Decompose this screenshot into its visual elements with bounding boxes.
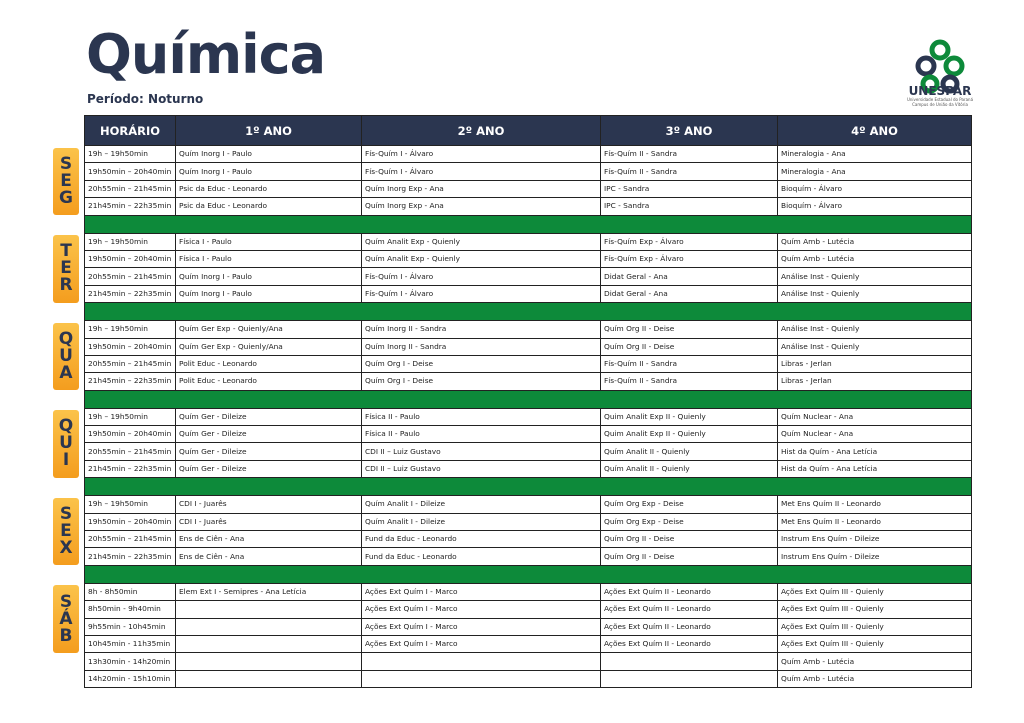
class-cell: Libras - Jerlan — [778, 373, 972, 390]
time-cell: 19h50min – 20h40min — [85, 163, 176, 180]
time-cell: 19h50min – 20h40min — [85, 250, 176, 267]
class-cell: Ações Ext Quím III - Quienly — [778, 583, 972, 600]
class-cell: Quím Ger Exp - Quienly/Ana — [176, 338, 362, 355]
day-letters: T E R — [59, 241, 73, 296]
class-cell: Análise Inst - Quienly — [778, 285, 972, 302]
time-cell: 20h55min – 21h45min — [85, 268, 176, 285]
time-cell: 19h50min – 20h40min — [85, 426, 176, 443]
table-row — [85, 408, 972, 425]
page-title: Química — [86, 23, 326, 86]
class-cell: Bioquím - Álvaro — [778, 180, 972, 197]
logo-caption — [905, 97, 975, 107]
class-cell: Quim Analit Exp II - Quienly — [601, 408, 778, 425]
table-row — [85, 146, 972, 163]
table-row — [85, 583, 972, 600]
time-cell: 21h45min – 22h35min — [85, 198, 176, 215]
table-row — [85, 531, 972, 548]
day-letters: S E G — [59, 153, 73, 208]
day-label — [53, 410, 79, 478]
class-cell: Psic da Educ - Leonardo — [176, 180, 362, 197]
class-cell: Quím Amb - Lutécia — [778, 233, 972, 250]
class-cell: Bioquím - Álvaro — [778, 198, 972, 215]
class-cell: Quím Inorg I - Paulo — [176, 163, 362, 180]
class-cell: Met Ens Quím II - Leonardo — [778, 496, 972, 513]
class-cell: Quím Analit Exp - Quienly — [362, 233, 601, 250]
class-cell: Fund da Educ - Leonardo — [362, 548, 601, 565]
table-row — [85, 548, 972, 565]
class-cell: Quím Org I - Deise — [362, 355, 601, 372]
class-cell — [176, 653, 362, 670]
table-row — [85, 513, 972, 530]
table-row — [85, 426, 972, 443]
table-row — [85, 233, 972, 250]
class-cell: Quím Nuclear - Ana — [778, 408, 972, 425]
day-label — [53, 148, 79, 216]
time-cell: 10h45min - 11h35min — [85, 635, 176, 652]
table-row — [85, 670, 972, 687]
table-row — [85, 250, 972, 267]
class-cell: Quím Inorg II - Sandra — [362, 321, 601, 338]
col-header-year1: 1º ANO — [176, 116, 362, 146]
separator-bar — [85, 390, 972, 408]
class-cell: Ações Ext Quím II - Leonardo — [601, 635, 778, 652]
class-cell: Quim Analit Exp II - Quienly — [601, 426, 778, 443]
class-cell: Quím Analit II - Quienly — [601, 443, 778, 460]
table-row — [85, 373, 972, 390]
class-cell — [176, 601, 362, 618]
class-cell: IPC - Sandra — [601, 198, 778, 215]
logo-name: UNESPAR — [908, 84, 972, 98]
time-cell: 13h30min - 14h20min — [85, 653, 176, 670]
class-cell: Libras - Jerlan — [778, 355, 972, 372]
class-cell: Quím Amb - Lutécia — [778, 653, 972, 670]
class-cell: Ens de Ciên - Ana — [176, 531, 362, 548]
class-cell: Análise Inst - Quienly — [778, 338, 972, 355]
class-cell: Ações Ext Quím I - Marco — [362, 618, 601, 635]
class-cell: Quím Ger - Dileize — [176, 460, 362, 477]
time-cell: 20h55min – 21h45min — [85, 443, 176, 460]
class-cell — [176, 670, 362, 687]
table-row — [85, 635, 972, 652]
table-row — [85, 198, 972, 215]
day-separator — [85, 565, 972, 583]
day-separator — [85, 215, 972, 233]
time-cell: 21h45min – 22h35min — [85, 373, 176, 390]
class-cell: Hist da Quím - Ana Letícia — [778, 443, 972, 460]
day-label — [53, 585, 79, 653]
day-separator — [85, 390, 972, 408]
time-cell: 20h55min – 21h45min — [85, 355, 176, 372]
header-row — [85, 116, 972, 146]
class-cell: Fís-Quím I - Álvaro — [362, 146, 601, 163]
class-cell: Fís-Quím II - Sandra — [601, 163, 778, 180]
class-cell: Polit Educ - Leonardo — [176, 355, 362, 372]
class-cell: Fís-Quím II - Sandra — [601, 355, 778, 372]
table-row — [85, 321, 972, 338]
class-cell: Quím Ger - Dileize — [176, 443, 362, 460]
col-header-year3: 3º ANO — [601, 116, 778, 146]
day-letters: Q U I — [58, 416, 74, 471]
table-row — [85, 460, 972, 477]
time-cell: 8h50min - 9h40min — [85, 601, 176, 618]
table-row — [85, 653, 972, 670]
time-cell: 19h – 19h50min — [85, 321, 176, 338]
class-cell: Quím Amb - Lutécia — [778, 250, 972, 267]
class-cell: Quím Ger - Dileize — [176, 408, 362, 425]
class-cell: Quím Org II - Deise — [601, 338, 778, 355]
class-cell: Física I - Paulo — [176, 233, 362, 250]
class-cell — [601, 653, 778, 670]
class-cell: Fís-Quím Exp - Álvaro — [601, 233, 778, 250]
logo-caption-line1: Universidade Estadual do Paraná — [906, 97, 974, 102]
table-row — [85, 355, 972, 372]
class-cell: Fund da Educ - Leonardo — [362, 531, 601, 548]
logo-caption-line2: Campus de União da Vitória — [912, 102, 968, 107]
table-row — [85, 618, 972, 635]
class-cell: Mineralogia - Ana — [778, 163, 972, 180]
class-cell: Polit Educ - Leonardo — [176, 373, 362, 390]
time-cell: 21h45min – 22h35min — [85, 285, 176, 302]
class-cell: Fís-Quím Exp - Álvaro — [601, 250, 778, 267]
time-cell: 19h50min – 20h40min — [85, 338, 176, 355]
class-cell: Ações Ext Quím I - Marco — [362, 583, 601, 600]
time-cell: 20h55min – 21h45min — [85, 531, 176, 548]
day-label — [53, 498, 79, 566]
class-cell: Ações Ext Quím II - Leonardo — [601, 618, 778, 635]
time-cell: 8h - 8h50min — [85, 583, 176, 600]
class-cell: Ações Ext Quím III - Quienly — [778, 601, 972, 618]
class-cell: Física I - Paulo — [176, 250, 362, 267]
time-cell: 9h55min - 10h45min — [85, 618, 176, 635]
time-cell: 21h45min – 22h35min — [85, 548, 176, 565]
class-cell: Instrum Ens Quím - Dileize — [778, 548, 972, 565]
class-cell: Quím Ger - Dileize — [176, 426, 362, 443]
table-row — [85, 601, 972, 618]
class-cell — [362, 653, 601, 670]
class-cell: Quím Inorg I - Paulo — [176, 146, 362, 163]
class-cell: Quím Ger Exp - Quienly/Ana — [176, 321, 362, 338]
class-cell: Quím Analit I - Dileize — [362, 496, 601, 513]
day-label — [53, 235, 79, 303]
schedule-table — [84, 115, 972, 688]
time-cell: 19h50min – 20h40min — [85, 513, 176, 530]
separator-bar — [85, 215, 972, 233]
time-cell: 19h – 19h50min — [85, 408, 176, 425]
separator-bar — [85, 303, 972, 321]
class-cell: Didat Geral - Ana — [601, 285, 778, 302]
col-header-year4: 4º ANO — [778, 116, 972, 146]
separator-bar — [85, 565, 972, 583]
class-cell: Quím Inorg I - Paulo — [176, 285, 362, 302]
class-cell: Fís-Quím I - Álvaro — [362, 285, 601, 302]
class-cell: Psic da Educ - Leonardo — [176, 198, 362, 215]
class-cell: Elem Ext I - Semipres - Ana Letícia — [176, 583, 362, 600]
time-cell: 14h20min - 15h10min — [85, 670, 176, 687]
class-cell: Ações Ext Quím III - Quienly — [778, 635, 972, 652]
class-cell: Quím Org II - Deise — [601, 548, 778, 565]
day-letters: Q U A — [58, 328, 74, 383]
class-cell: Ações Ext Quím I - Marco — [362, 601, 601, 618]
class-cell: Análise Inst - Quienly — [778, 321, 972, 338]
table-row — [85, 180, 972, 197]
class-cell: Didat Geral - Ana — [601, 268, 778, 285]
class-cell: Quím Amb - Lutécia — [778, 670, 972, 687]
class-cell: Ações Ext Quím II - Leonardo — [601, 583, 778, 600]
class-cell: Quím Inorg Exp - Ana — [362, 198, 601, 215]
class-cell: Quím Org Exp - Deise — [601, 513, 778, 530]
class-cell: Quím Analit Exp - Quienly — [362, 250, 601, 267]
class-cell: Física II - Paulo — [362, 426, 601, 443]
period-subtitle: Período: Noturno — [87, 92, 204, 106]
table-row — [85, 163, 972, 180]
col-header-year2: 2º ANO — [362, 116, 601, 146]
class-cell: Fís-Quím I - Álvaro — [362, 268, 601, 285]
day-letters: S E X — [59, 504, 73, 559]
class-cell: Quím Inorg I - Paulo — [176, 268, 362, 285]
time-cell: 20h55min – 21h45min — [85, 180, 176, 197]
class-cell — [601, 670, 778, 687]
class-cell: Física II - Paulo — [362, 408, 601, 425]
class-cell: CDI I - Juarês — [176, 496, 362, 513]
class-cell: Ações Ext Quím III - Quienly — [778, 618, 972, 635]
class-cell: Fís-Quím II - Sandra — [601, 373, 778, 390]
day-separator — [85, 478, 972, 496]
col-header-time: HORÁRIO — [85, 116, 176, 146]
class-cell: Fís-Quím I - Álvaro — [362, 163, 601, 180]
class-cell: Quím Analit II - Quienly — [601, 460, 778, 477]
time-cell: 21h45min – 22h35min — [85, 460, 176, 477]
class-cell: Ações Ext Quím II - Leonardo — [601, 601, 778, 618]
class-cell: Quím Org Exp - Deise — [601, 496, 778, 513]
table-row — [85, 443, 972, 460]
class-cell: Met Ens Quím II - Leonardo — [778, 513, 972, 530]
class-cell: Quím Inorg II - Sandra — [362, 338, 601, 355]
time-cell: 19h – 19h50min — [85, 496, 176, 513]
class-cell: Fís-Quím II - Sandra — [601, 146, 778, 163]
class-cell: CDI II – Luiz Gustavo — [362, 460, 601, 477]
class-cell — [176, 618, 362, 635]
table-row — [85, 285, 972, 302]
time-cell: 19h – 19h50min — [85, 233, 176, 250]
class-cell: Quím Org II - Deise — [601, 321, 778, 338]
class-cell: CDI I - Juarês — [176, 513, 362, 530]
class-cell — [362, 670, 601, 687]
class-cell: Ações Ext Quím I - Marco — [362, 635, 601, 652]
class-cell: Quím Org II - Deise — [601, 531, 778, 548]
class-cell: Quím Inorg Exp - Ana — [362, 180, 601, 197]
class-cell: IPC - Sandra — [601, 180, 778, 197]
class-cell: Instrum Ens Quím - Dileize — [778, 531, 972, 548]
class-cell: Quím Analit I - Dileize — [362, 513, 601, 530]
table-row — [85, 268, 972, 285]
table-row — [85, 338, 972, 355]
day-label — [53, 323, 79, 391]
time-cell: 19h – 19h50min — [85, 146, 176, 163]
day-separator — [85, 303, 972, 321]
table-row — [85, 496, 972, 513]
class-cell: Mineralogia - Ana — [778, 146, 972, 163]
class-cell: Ens de Ciên - Ana — [176, 548, 362, 565]
class-cell: Hist da Quím - Ana Letícia — [778, 460, 972, 477]
class-cell — [176, 635, 362, 652]
day-letters: S Á B — [59, 591, 73, 646]
class-cell: Quím Nuclear - Ana — [778, 426, 972, 443]
class-cell: CDI II – Luiz Gustavo — [362, 443, 601, 460]
separator-bar — [85, 478, 972, 496]
class-cell: Análise Inst - Quienly — [778, 268, 972, 285]
class-cell: Quím Org I - Deise — [362, 373, 601, 390]
